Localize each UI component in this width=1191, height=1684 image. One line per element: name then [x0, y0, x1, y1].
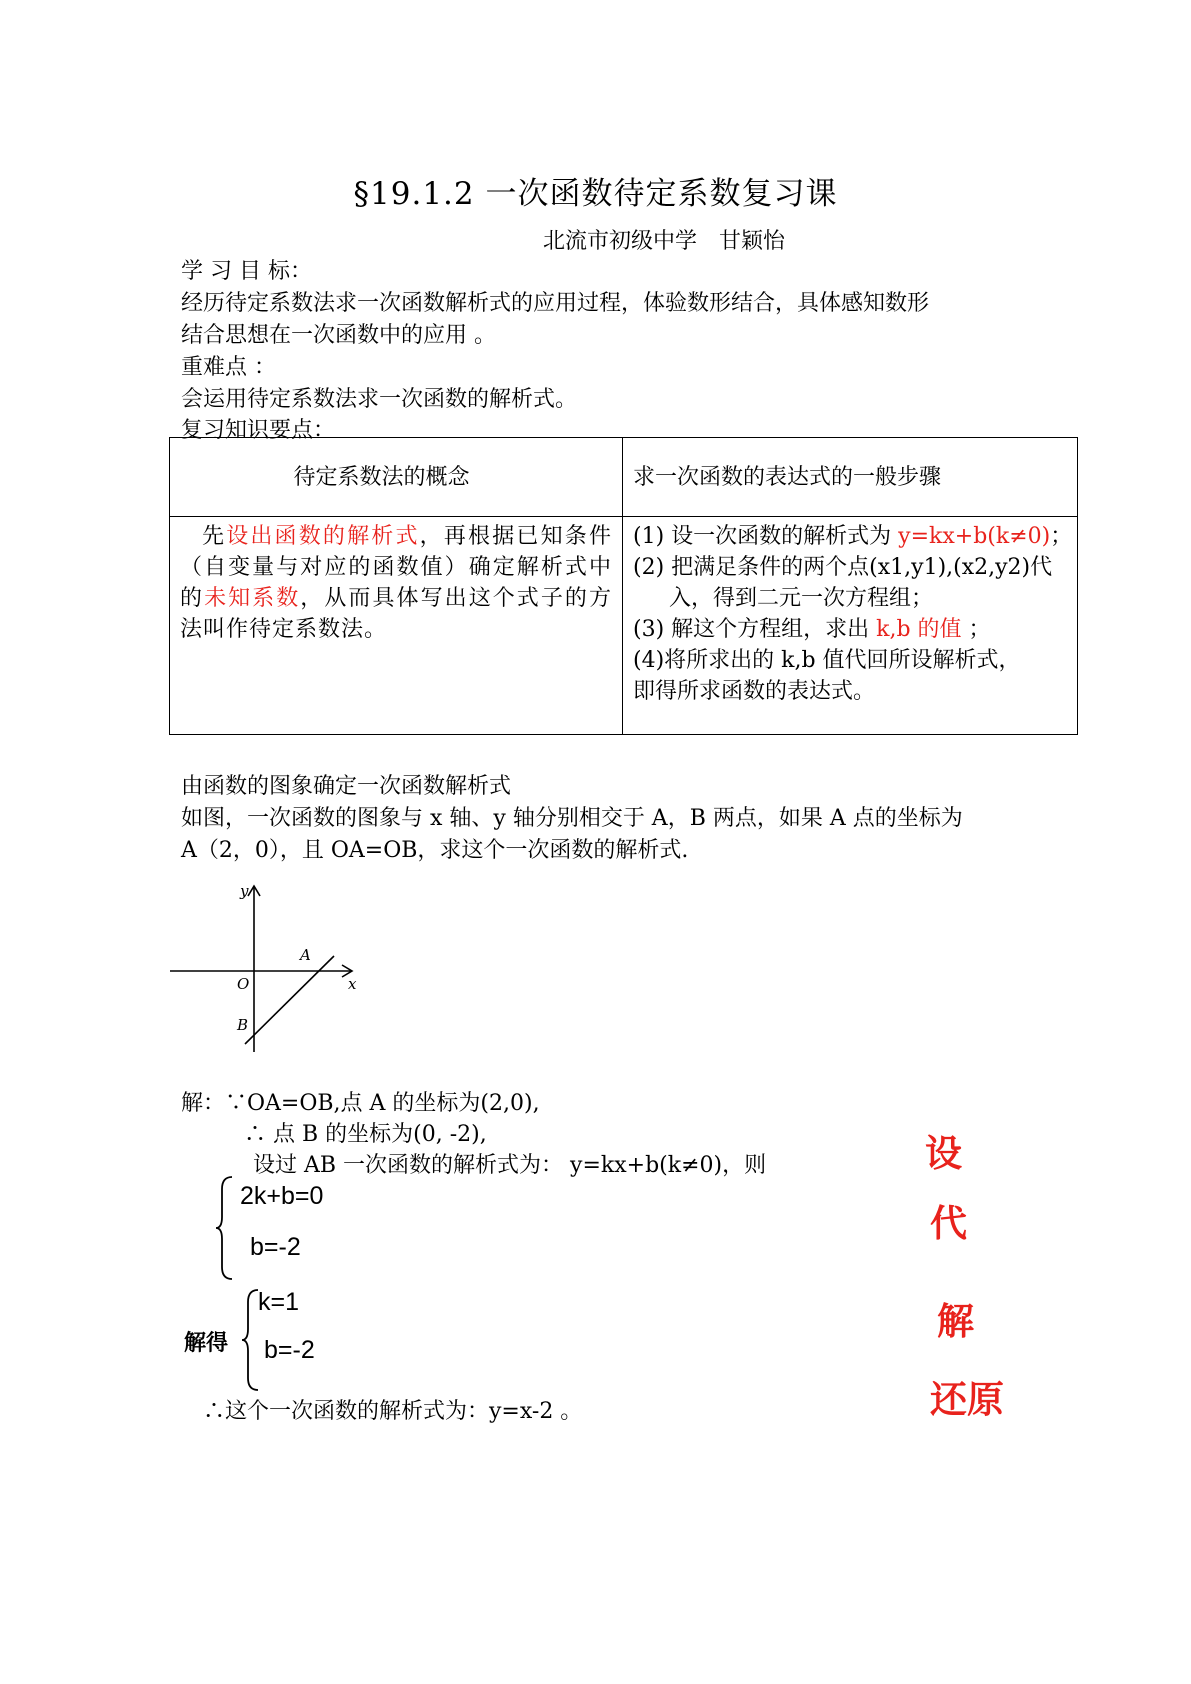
step-1-formula: y=kx+b(k≠0) [898, 524, 1051, 549]
concept-text-2: ，再根据已知条件（自变量与对应的函数值）确定解析式中的 [180, 524, 612, 611]
key-points-text: 会运用待定系数法求一次函数的解析式。 [181, 387, 578, 412]
step-3-highlight: k,b 的值 [876, 617, 962, 642]
learning-goal-line-1: 经历待定系数法求一次函数解析式的应用过程，体验数形结合，具体感知数形 [181, 291, 930, 316]
table-header-concept: 待定系数法的概念 [170, 438, 623, 517]
step-2-line-2: 入，得到二元一次方程组； [669, 586, 934, 611]
conclusion: ∴这个一次函数的解析式为：y=x-2 。 [203, 1399, 583, 1424]
step-3 [633, 614, 1067, 645]
concept-highlight-2: 未知系数 [204, 586, 301, 611]
step-1 [633, 521, 1073, 552]
step-4-line-2: 即得所求函数的表达式。 [633, 679, 876, 704]
learning-goal-line-2: 结合思想在一次函数中的应用 。 [181, 323, 496, 348]
side-label-solve: 解 [937, 1300, 974, 1343]
side-label-set: 设 [925, 1132, 962, 1175]
knowledge-table [169, 437, 1078, 735]
equation-2: b=-2 [250, 1233, 301, 1261]
author-line: 北流市初级中学 甘颖怡 [543, 229, 786, 254]
function-line [245, 956, 334, 1044]
solution-line-1: 解：∵OA=OB,点 A 的坐标为(2,0), [181, 1091, 540, 1116]
concept-cell [170, 517, 623, 735]
steps-cell [623, 517, 1078, 735]
table-header-steps: 求一次函数的表达式的一般步骤 [623, 438, 1078, 517]
table-body-row [170, 517, 1078, 735]
step-3-text: (3) 解这个方程组，求出 [633, 617, 877, 642]
equation-1: 2k+b=0 [240, 1182, 324, 1210]
key-points-label: 重难点 ： [181, 355, 276, 380]
system-brace [214, 1175, 236, 1281]
side-label-substitute: 代 [930, 1202, 967, 1245]
step-2-line-1: (2) 把满足条件的两个点(x1,y1),(x2,y2)代 [633, 555, 1053, 580]
review-label: 复习知识要点： [181, 418, 336, 443]
solve-label: 解得 [184, 1331, 229, 1356]
solution-line-2: ∴ 点 B 的坐标为(0, -2), [244, 1122, 487, 1147]
concept-highlight-1: 设出函数的解析式 [226, 524, 420, 549]
problem-line-1: 如图，一次函数的图象与 x 轴、y 轴分别相交于 A，B 两点，如果 A 点的坐标为 [181, 806, 963, 831]
solution-line-3: 设过 AB 一次函数的解析式为： y=kx+b(k≠0)，则 [253, 1153, 767, 1178]
problem-line-2: A（2，0），且 OA=OB，求这个一次函数的解析式. [181, 838, 689, 863]
side-label-restore: 还原 [930, 1378, 1004, 1421]
concept-text-3: ，从而具体写出这个式子的方法叫作待定系数法。 [180, 586, 612, 642]
table-header-row [170, 438, 1078, 517]
problem-heading: 由函数的图象确定一次函数解析式 [181, 774, 512, 799]
page-title: §19.1.2 一次函数待定系数复习课 [353, 176, 838, 212]
x-axis-label: x [348, 975, 357, 993]
learning-goal-label: 学 习 目 标： [181, 259, 312, 284]
step-1-text: (1) 设一次函数的解析式为 [633, 524, 899, 549]
point-b-label: B [237, 1016, 249, 1034]
point-a-label: A [300, 946, 311, 964]
result-b: b=-2 [264, 1336, 315, 1364]
step-4-line-1: (4)将所求出的 k,b 值代回所设解析式， [633, 648, 1021, 673]
concept-text-1: 先 [202, 524, 227, 549]
origin-label: O [237, 975, 250, 993]
result-k: k=1 [258, 1288, 300, 1316]
y-axis-label: y [240, 882, 249, 900]
step-3-end: ； [961, 617, 991, 642]
step-1-end: ； [1050, 524, 1073, 549]
coordinate-figure [170, 880, 370, 1060]
